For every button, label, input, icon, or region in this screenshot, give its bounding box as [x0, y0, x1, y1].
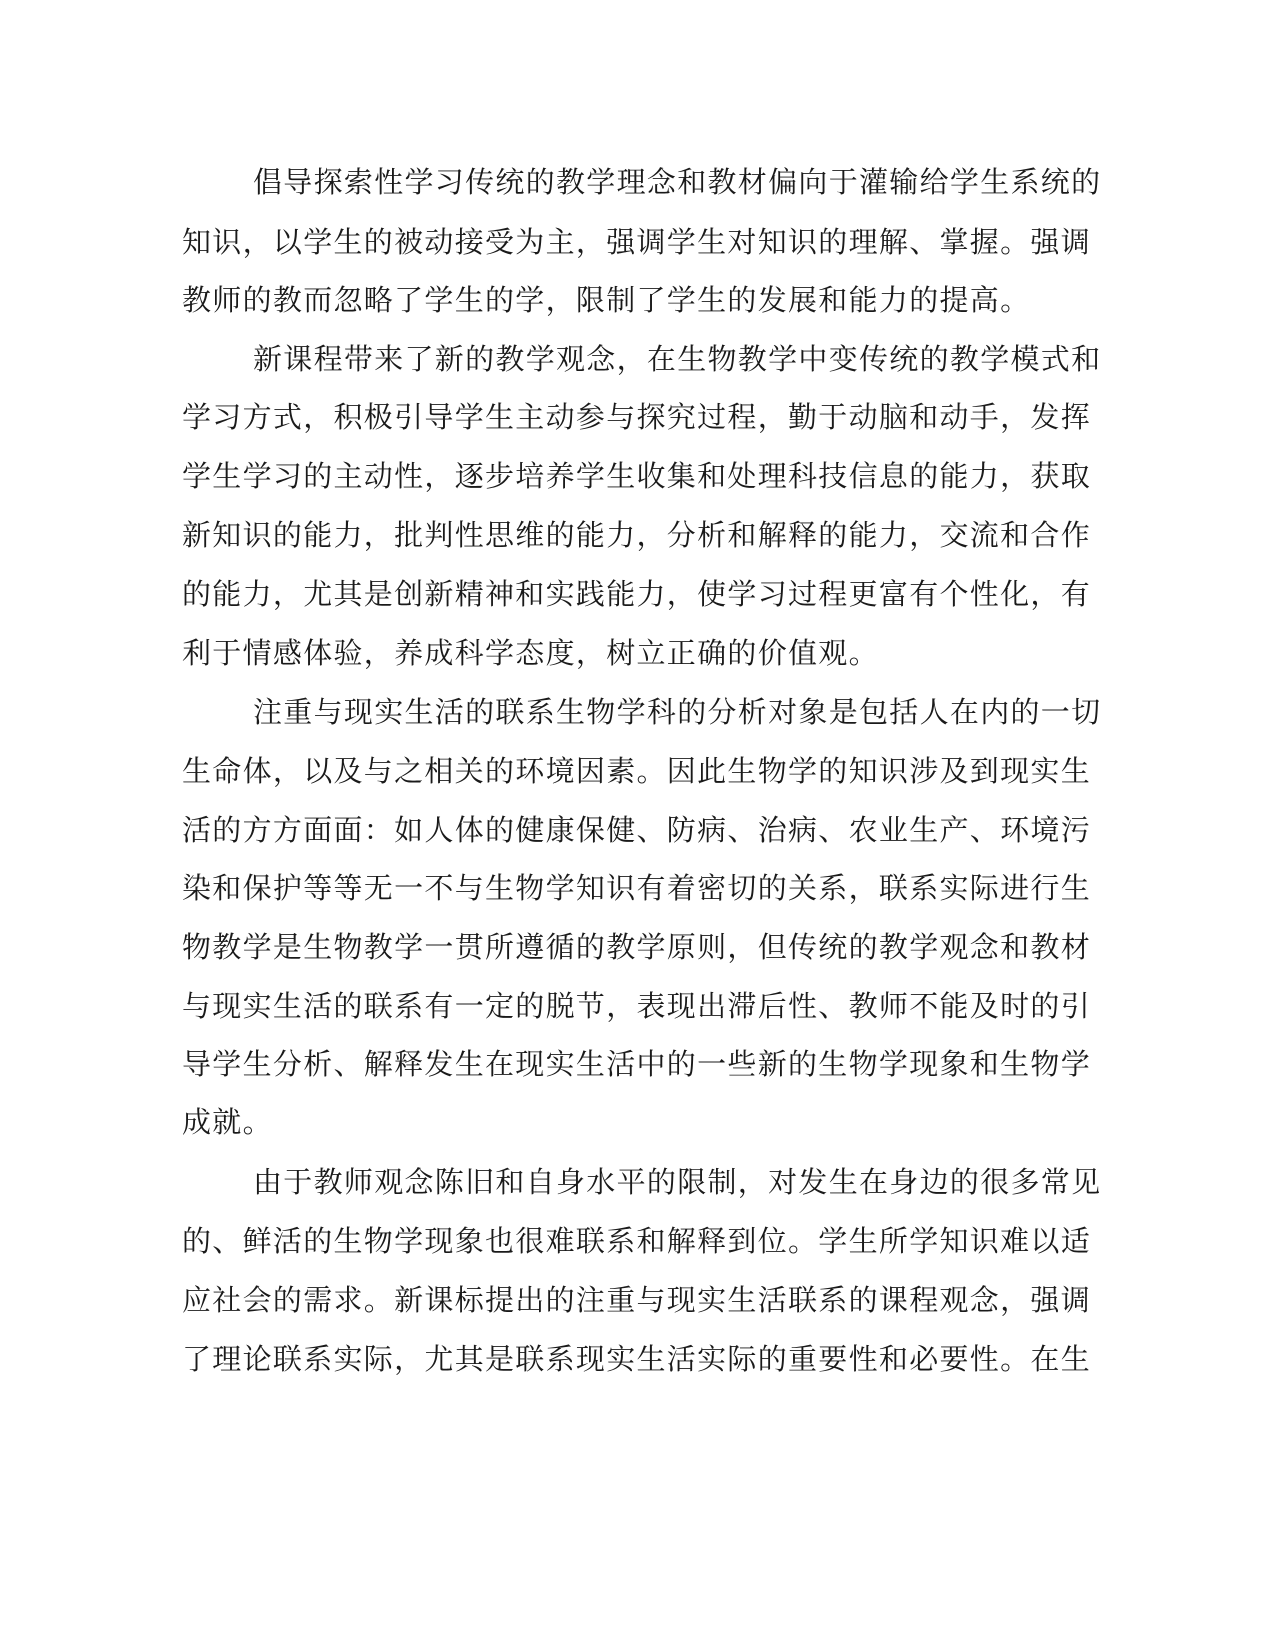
paragraph-3-line-8: 成就。 — [182, 1105, 273, 1139]
paragraph-3-line-1: 注重与现实生活的联系生物学科的分析对象是包括人在内的一切 — [253, 695, 1102, 729]
paragraph-1-line-2: 知识，以学生的被动接受为主，强调学生对知识的理解、掌握。强调 — [182, 225, 1092, 259]
paragraph-4-line-4: 了理论联系实际，尤其是联系现实生活实际的重要性和必要性。在生 — [182, 1342, 1092, 1376]
paragraph-2-line-4: 新知识的能力，批判性思维的能力，分析和解释的能力，交流和合作 — [182, 518, 1092, 552]
paragraph-3-line-4: 染和保护等等无一不与生物学知识有着密切的关系，联系实际进行生 — [182, 871, 1092, 905]
paragraph-3-line-5: 物教学是生物教学一贯所遵循的教学原则，但传统的教学观念和教材 — [182, 930, 1092, 964]
paragraph-2-line-1: 新课程带来了新的教学观念，在生物教学中变传统的教学模式和 — [253, 342, 1102, 376]
paragraph-1-line-3: 教师的教而忽略了学生的学，限制了学生的发展和能力的提高。 — [182, 283, 1031, 317]
paragraph-3-line-7: 导学生分析、解释发生在现实生活中的一些新的生物学现象和生物学 — [182, 1047, 1092, 1081]
paragraph-1-line-1: 倡导探索性学习传统的教学理念和教材偏向于灌输给学生系统的 — [253, 165, 1102, 199]
paragraph-4-line-3: 应社会的需求。新课标提出的注重与现实生活联系的课程观念，强调 — [182, 1283, 1092, 1317]
paragraph-3-line-6: 与现实生活的联系有一定的脱节，表现出滞后性、教师不能及时的引 — [182, 989, 1092, 1023]
paragraph-2-line-5: 的能力，尤其是创新精神和实践能力，使学习过程更富有个性化，有 — [182, 577, 1092, 611]
paragraph-2-line-6: 利于情感体验，养成科学态度，树立正确的价值观。 — [182, 636, 879, 670]
paragraph-3-line-2: 生命体，以及与之相关的环境因素。因此生物学的知识涉及到现实生 — [182, 754, 1092, 788]
paragraph-2-line-2: 学习方式，积极引导学生主动参与探究过程，勤于动脑和动手，发挥 — [182, 400, 1092, 434]
paragraph-3-line-3: 活的方方面面：如人体的健康保健、防病、治病、农业生产、环境污 — [182, 813, 1092, 847]
paragraph-4-line-2: 的、鲜活的生物学现象也很难联系和解释到位。学生所学知识难以适 — [182, 1224, 1092, 1258]
paragraph-2-line-3: 学生学习的主动性，逐步培养学生收集和处理科技信息的能力，获取 — [182, 459, 1092, 493]
paragraph-4-line-1: 由于教师观念陈旧和自身水平的限制，对发生在身边的很多常见 — [253, 1165, 1102, 1199]
